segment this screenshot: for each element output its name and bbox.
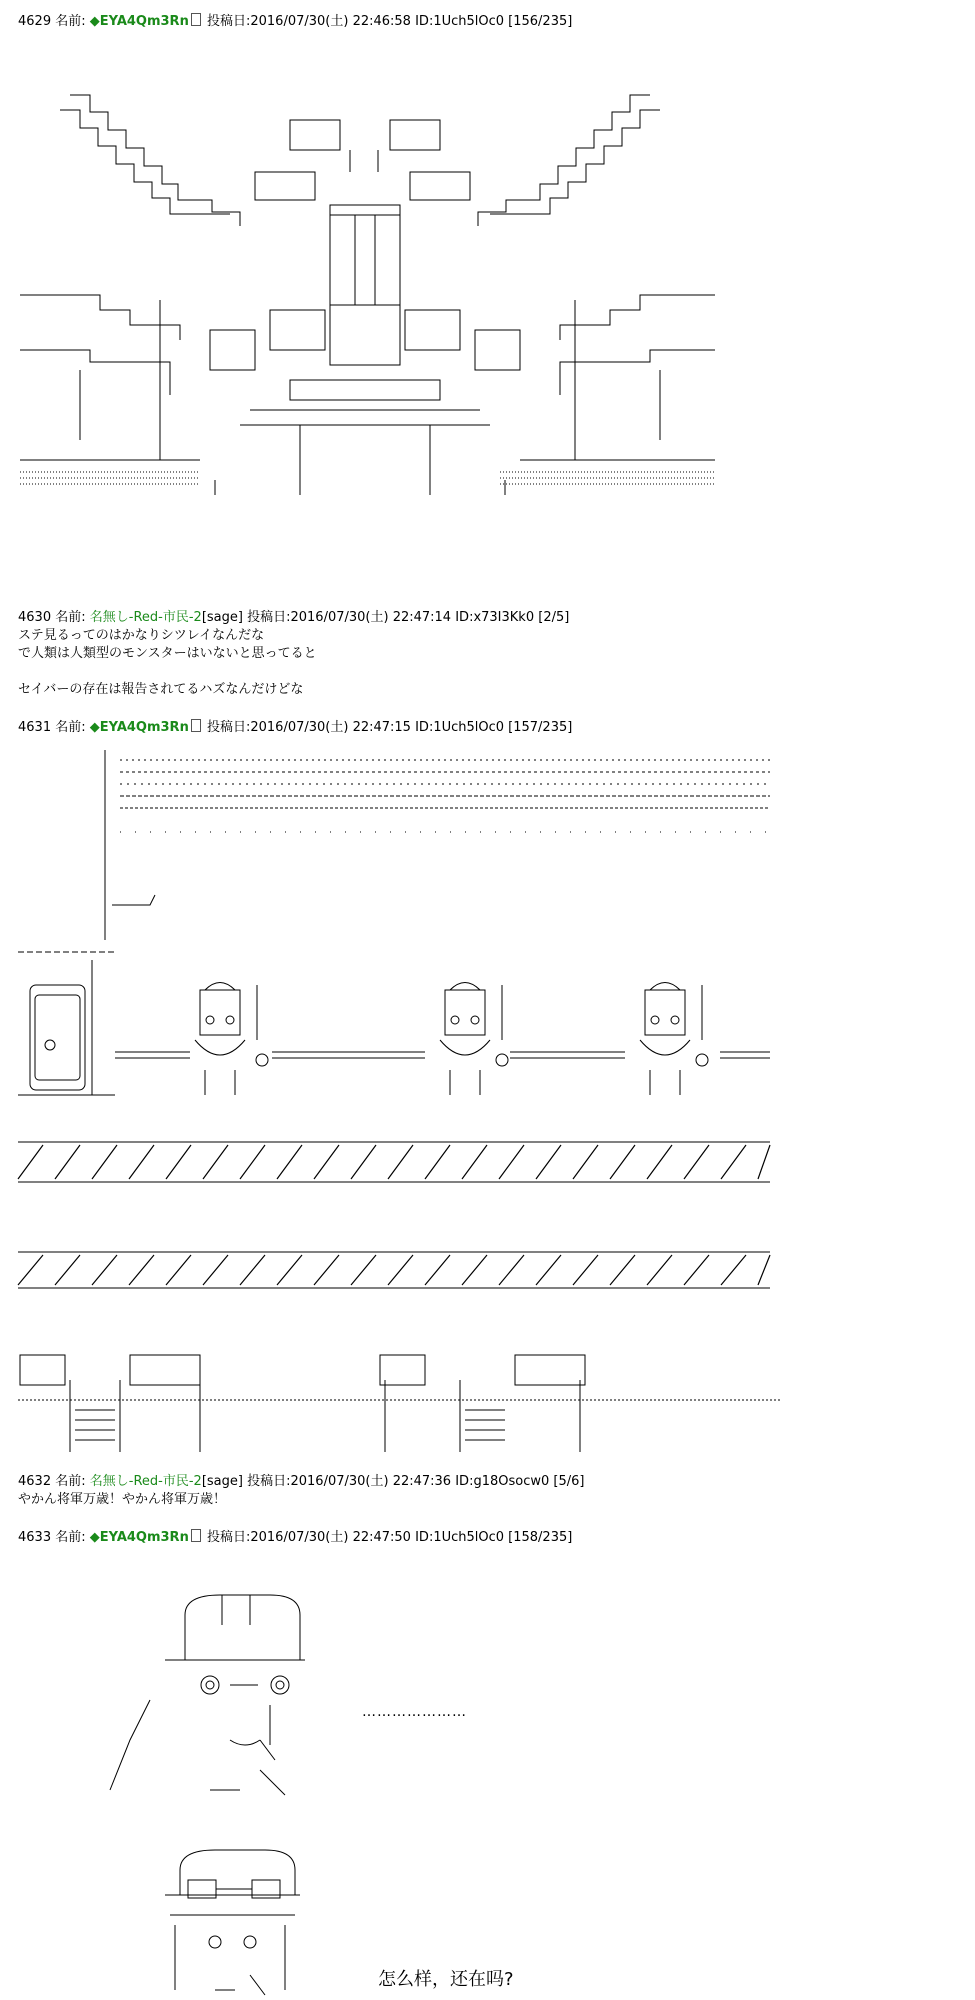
post-count: [156/235] — [508, 14, 573, 29]
post-number: 4631 — [18, 720, 52, 735]
post-count: [157/235] — [508, 720, 573, 735]
kettle-general-figure-1 — [110, 1595, 305, 1795]
poster-id[interactable]: ID:1Uch5lOc0 — [415, 14, 505, 29]
poster-name[interactable]: ◆EYA4Qm3Rn — [89, 14, 189, 29]
name-label: 名前: — [55, 14, 86, 29]
post-body-line: ステ見るってのはかなりシツレイなんだな — [18, 628, 265, 643]
post-count: [2/5] — [538, 610, 570, 625]
post-body-line: セイバーの存在は報告されてるハズなんだけどな — [18, 682, 304, 697]
post-body-line: で人類は人類型のモンスターはいないと思ってると — [18, 646, 317, 661]
poster-name[interactable]: 名無し-Red-市民-2 — [89, 1474, 202, 1489]
post-date: 2016/07/30(土) 22:47:14 — [290, 610, 452, 625]
poster-name[interactable]: 名無し-Red-市民-2 — [89, 610, 202, 625]
date-label: 投稿日: — [206, 1530, 251, 1545]
poster-id[interactable]: ID:g18Osocw0 — [455, 1474, 550, 1489]
name-label: 名前: — [55, 1474, 86, 1489]
poster-id[interactable]: ID:x73I3Kk0 — [455, 610, 535, 625]
poster-name[interactable]: ◆EYA4Qm3Rn — [89, 720, 189, 735]
date-label: 投稿日: — [247, 1474, 291, 1489]
poster-mail: [sage] — [201, 1474, 243, 1489]
post-body-line: やかん将軍万歳！やかん将軍万歳！ — [18, 1492, 227, 1507]
date-label: 投稿日: — [206, 720, 251, 735]
name-label: 名前: — [55, 1530, 86, 1545]
ellipsis-text: ………………… — [362, 1704, 467, 1720]
name-label: 名前: — [55, 720, 86, 735]
post-date: 2016/07/30(土) 22:47:50 — [250, 1530, 411, 1545]
poster-name[interactable]: ◆EYA4Qm3Rn — [89, 1530, 189, 1545]
post-number: 4630 — [18, 610, 52, 625]
post-number: 4629 — [18, 14, 52, 29]
post-number: 4632 — [18, 1474, 52, 1489]
caption-text: 怎么样，还在吗? — [378, 1969, 514, 1990]
post-number: 4633 — [18, 1530, 52, 1545]
date-label: 投稿日: — [247, 610, 291, 625]
post-date: 2016/07/30(土) 22:47:36 — [290, 1474, 452, 1489]
name-label: 名前: — [55, 610, 86, 625]
post-count: [5/6] — [553, 1474, 585, 1489]
post-date: 2016/07/30(土) 22:46:58 — [250, 14, 411, 29]
date-label: 投稿日: — [206, 14, 251, 29]
poster-mail: [sage] — [201, 610, 243, 625]
poster-id[interactable]: ID:1Uch5lOc0 — [415, 720, 505, 735]
post-count: [158/235] — [508, 1530, 573, 1545]
poster-id[interactable]: ID:1Uch5lOc0 — [415, 1530, 505, 1545]
post-date: 2016/07/30(土) 22:47:15 — [250, 720, 411, 735]
kettle-general-figure-2 — [165, 1850, 300, 1995]
